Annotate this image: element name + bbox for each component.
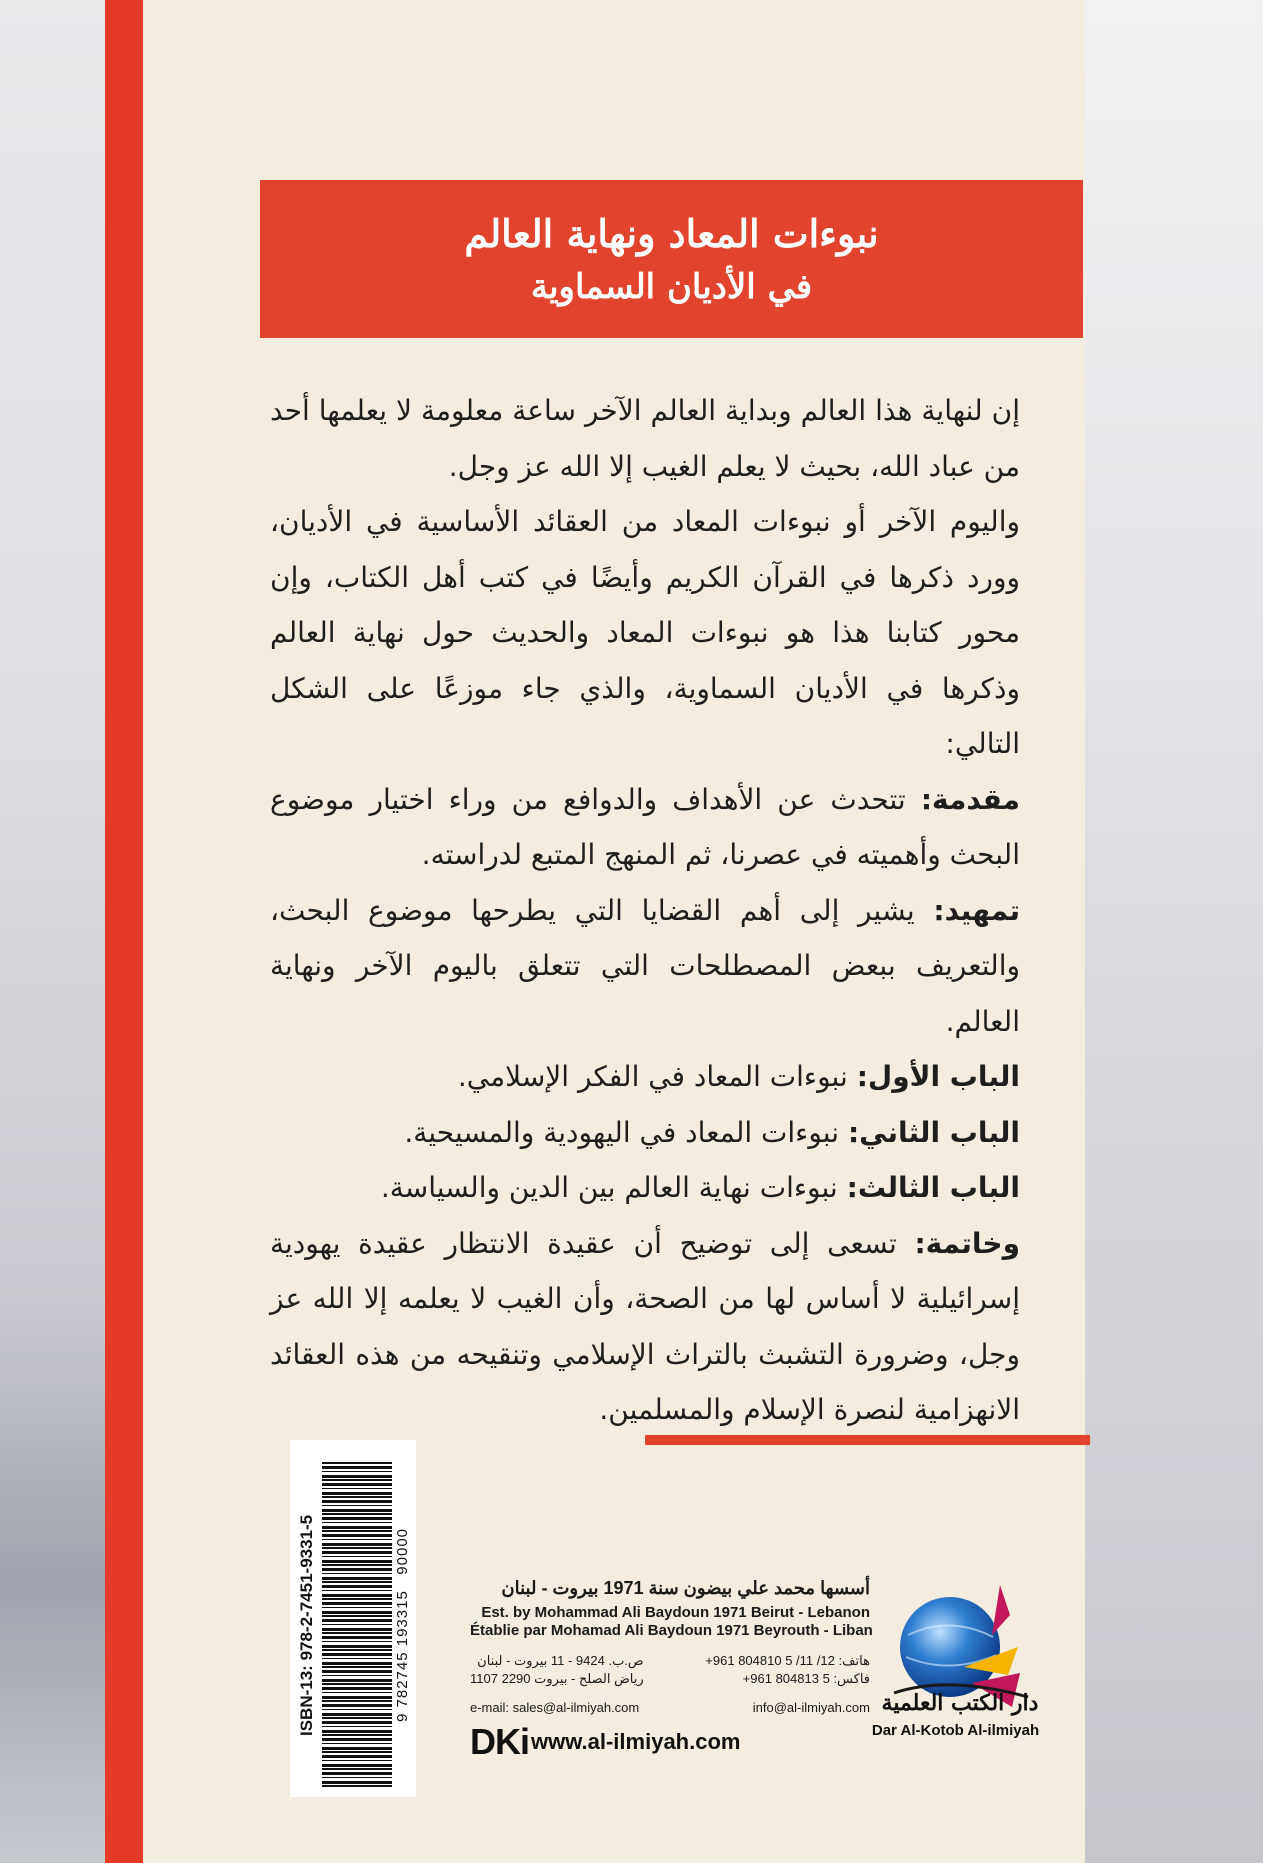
section-text: تتحدث عن الأهداف والدوافع من وراء اختيار موضوع البحث وأهميته في عصرنا، ثم المنهج المتبع لدراسته. <box>270 782 1020 871</box>
publisher-name-english: Dar Al-Kotob Al-ilmiyah <box>871 1722 1040 1739</box>
section-label: تمهيد: <box>933 893 1020 927</box>
publisher-info <box>470 1578 873 1763</box>
isbn-label: ISBN-13: 978-2-7451-9331-5 <box>297 1514 316 1736</box>
section-label: مقدمة: <box>920 782 1020 816</box>
postal-address <box>470 1652 644 1688</box>
section-label: الباب الأول: <box>856 1060 1020 1093</box>
section-intro <box>270 772 1020 883</box>
web-row <box>470 1721 870 1763</box>
divider-rule <box>645 1435 1090 1445</box>
section-text: نبوءات المعاد في الفكر الإسلامي. <box>457 1060 848 1093</box>
section-label: وخاتمة: <box>914 1226 1020 1260</box>
section-part-3 <box>270 1160 1020 1216</box>
section-text: تسعى إلى توضيح أن عقيدة الانتظار عقيدة يهودية إسرائيلية لا أساس لها من الصحة، وأن الغيب لا يعلمه إلا الله عز وجل، وضرورة التشبث بالتراث الإسلامي وتنقيحه من هذه العقائد الانهزامية لنصرة الإسلام والمسلمين. <box>270 1226 1020 1426</box>
founded-arabic: أسسها محمد علي بيضون سنة 1971 بيروت - لبنان <box>501 1578 870 1598</box>
barcode-addon: 90000 <box>394 1527 411 1575</box>
publisher-name-arabic: دار الكتب العلمية <box>881 1690 1039 1716</box>
phone-fax <box>705 1652 870 1688</box>
established-french: Établie par Mohamad Ali Baydoun 1971 Beyrouth - Liban <box>470 1622 873 1639</box>
section-part-1 <box>270 1049 1020 1105</box>
street-address: رياض الصلح - بيروت 2290 1107 <box>470 1671 644 1686</box>
phone: هاتف: 12/ 11/ 5 804810 961+ <box>705 1653 870 1668</box>
background-right <box>1085 0 1263 1863</box>
background-left <box>0 0 110 1863</box>
red-spine-strip <box>105 0 143 1863</box>
section-label: الباب الثالث: <box>846 1171 1020 1204</box>
intro-paragraph-1: إن لنهاية هذا العالم وبداية العالم الآخر ساعة معلومة لا يعلمها أحد من عباد الله، بحيث لا يعلم الغيب إلا الله عز وجل. <box>270 394 1020 483</box>
title-banner <box>260 180 1083 338</box>
section-conclusion <box>270 1216 1020 1438</box>
section-text: نبوءات نهاية العالم بين الدين والسياسة. <box>380 1171 838 1204</box>
intro-paragraph-2: واليوم الآخر أو نبوءات المعاد من العقائد الأساسية في الأديان، وورد ذكرها في القرآن الكريم وأيضًا في كتب أهل الكتاب، وإن محور كتابنا هذا هو نبوءات المعاد والحديث حول نهاية العالم وذكرها في الأديان السماوية، والذي جاء موزعًا على الشكل التالي: <box>270 505 1020 760</box>
po-box: ص.ب. 9424 - 11 بيروت - لبنان <box>477 1653 644 1668</box>
section-preface <box>270 883 1020 1050</box>
barcode <box>322 1462 392 1788</box>
sales-email: e-mail: sales@al-ilmiyah.com <box>470 1700 640 1715</box>
email-row <box>470 1700 870 1715</box>
section-part-2 <box>270 1105 1020 1161</box>
info-email: info@al-ilmiyah.com <box>752 1700 870 1715</box>
contact-block <box>470 1652 870 1688</box>
established-english: Est. by Mohammad Ali Baydoun 1971 Beirut - Lebanon <box>481 1604 870 1621</box>
book-title-line1: نبوءات المعاد ونهاية العالم <box>464 211 879 256</box>
fax: فاكس: 5 804813 961+ <box>742 1671 870 1686</box>
dki-wordmark: DKi <box>470 1721 529 1762</box>
blurb-text <box>270 383 1020 1438</box>
barcode-number: 9 782745 193315 <box>394 1590 411 1723</box>
section-text: نبوءات المعاد في اليهودية والمسيحية. <box>404 1115 840 1149</box>
section-text: يشير إلى أهم القضايا التي يطرحها موضوع البحث، والتعريف ببعض المصطلحات التي تتعلق باليوم الآخر ونهاية العالم. <box>270 893 1020 1038</box>
book-title-line2: في الأديان السماوية <box>530 267 813 307</box>
section-label: الباب الثاني: <box>847 1115 1020 1149</box>
website-url: www.al-ilmiyah.com <box>531 1729 741 1754</box>
barcode-digits <box>394 1470 414 1780</box>
